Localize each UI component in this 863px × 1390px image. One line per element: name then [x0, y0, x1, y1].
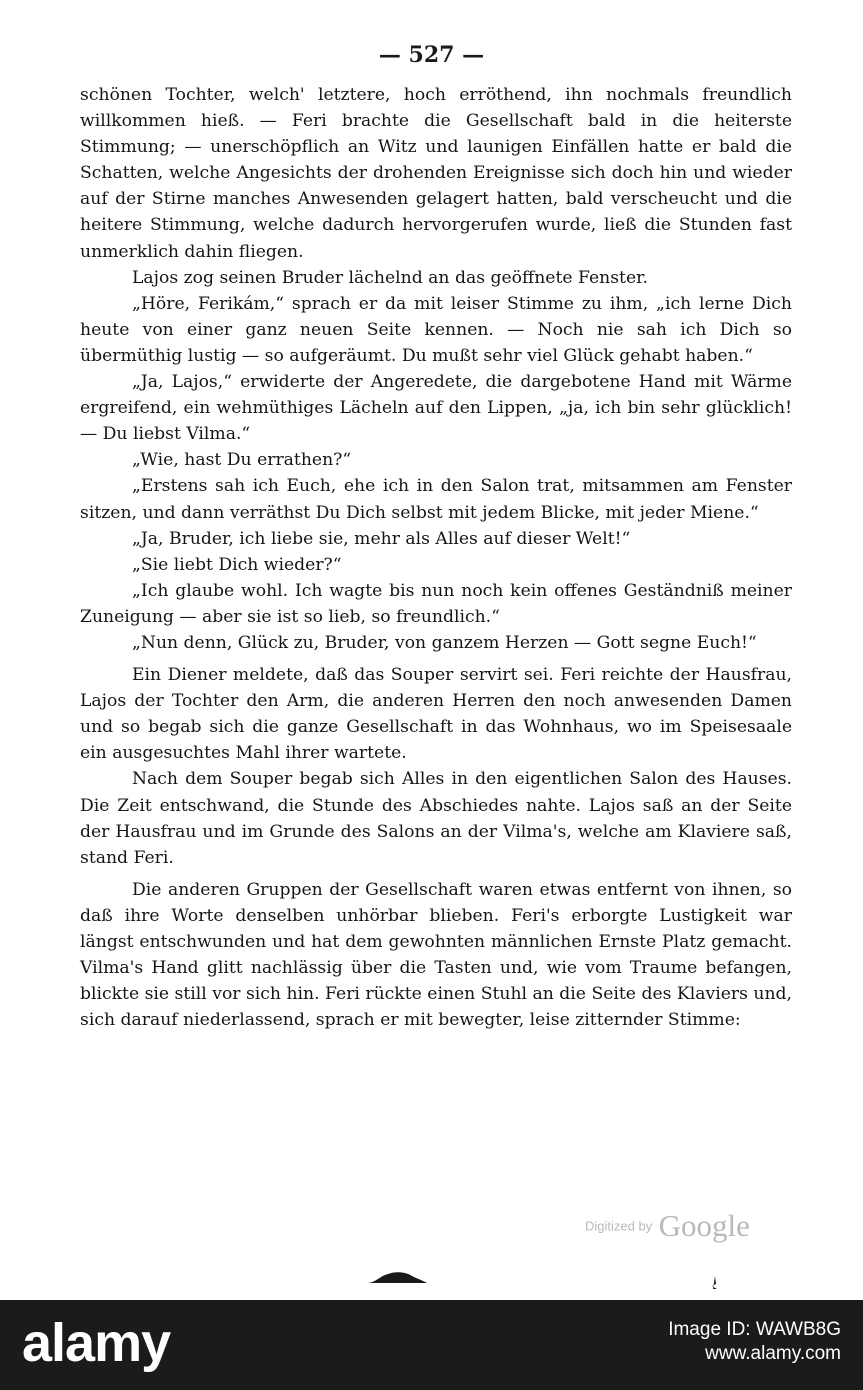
google-logo: Google	[658, 1208, 750, 1243]
paragraph: „Ja, Bruder, ich liebe sie, mehr als Alles auf dieser Welt!“	[132, 528, 631, 549]
corner-ink-mark	[710, 1276, 718, 1290]
paragraph: Lajos zog seinen Bruder lächelnd an das geöffnete Fenster.	[132, 267, 648, 288]
paragraph: Die anderen Gruppen der Gesellschaft waren etwas entfernt von ihnen, so daß ihre Worte denselben unhörbar blieben. Feri's erborgte Lustigkeit war längst entschwunden und hat dem gewohnten männlichen Ernste Platz gemacht. Vilma's Hand glitt nachlässig über die Tasten und, wie vom Traume befangen, blickte sie still vor sich hin. Feri rückte einen Stuhl an die Seite des Klaviers und, sich darauf niederlassend, sprach er mit bewegter, leise zitternder Stimme:	[80, 879, 792, 1031]
alamy-logo: alamy	[22, 1313, 171, 1373]
paragraph: schönen Tochter, welch' letztere, hoch erröthend, ihn nochmals freundlich willkommen hieß. — Feri brachte die Gesellschaft bald in die heiterste Stimmung; — unerschöpflich an Witz und launigen Einfällen hatte er bald die Schatten, welche Angesichts der drohenden Ereignisse sich doch hin und wieder auf der Stirne manches Anwesenden gelagert hatten, bald verscheucht und die heitere Stimmung, welche dadurch hervorgerufen wurde, ließ die Stunden fast unmerklich dahin fliegen.	[80, 85, 792, 262]
paragraph: Nach dem Souper begab sich Alles in den eigentlichen Salon des Hauses. Die Zeit entschwand, die Stunde des Abschiedes nahte. Lajos saß an der Seite der Hausfrau und im Grunde des Salons an der Vilma's, welche am Klaviere saß, stand Feri.	[80, 769, 792, 868]
paragraph: „Höre, Ferikám,“ sprach er da mit leiser Stimme zu ihm, „ich lerne Dich heute von einer ganz neuen Seite kennen. — Noch nie sah ich Dich so übermüthig lustig — so aufgeräumt. Du mußt sehr viel Glück gehabt haben.“	[80, 293, 792, 366]
paragraph: „Ich glaube wohl. Ich wagte bis nun noch kein offenes Geständniß meiner Zuneigung — aber sie ist so lieb, so freundlich.“	[80, 580, 792, 627]
paragraph: „Erstens sah ich Euch, ehe ich in den Salon trat, mitsammen am Fenster sitzen, und dann verräthst Du Dich selbst mit jedem Blicke, mit jeder Miene.“	[80, 476, 792, 523]
stock-image-info	[668, 1318, 841, 1366]
page-number: — 527 —	[378, 42, 485, 68]
site-url-text: www.alamy.com	[705, 1343, 841, 1364]
paragraph: „Sie liebt Dich wieder?“	[132, 554, 342, 575]
paragraph: „Nun denn, Glück zu, Bruder, von ganzem Herzen — Gott segne Euch!“	[132, 632, 757, 653]
paragraph: „Ja, Lajos,“ erwiderte der Angeredete, die dargebotene Hand mit Wärme ergreifend, ein wehmüthiges Lächeln auf den Lippen, „ja, ich bin sehr glücklich! — Du liebst Vilma.“	[80, 372, 792, 445]
paragraph: Ein Diener meldete, daß das Souper servirt sei. Feri reichte der Hausfrau, Lajos der Tochter den Arm, die anderen Herren den noch anwesenden Damen und so begab sich die ganze Gesellschaft in das Wohnhaus, wo im Speisesaale ein ausgesuchtes Mahl ihrer wartete.	[80, 665, 792, 764]
digitized-by-label: Digitized by	[585, 1218, 653, 1234]
stock-footer-banner	[0, 1300, 863, 1390]
ink-blot-ornament	[366, 1270, 428, 1284]
body-text	[80, 82, 792, 1033]
image-id-text: Image ID: WAWB8G	[668, 1319, 841, 1340]
google-watermark	[585, 1208, 750, 1244]
paragraph: „Wie, hast Du errathen?“	[132, 450, 352, 471]
